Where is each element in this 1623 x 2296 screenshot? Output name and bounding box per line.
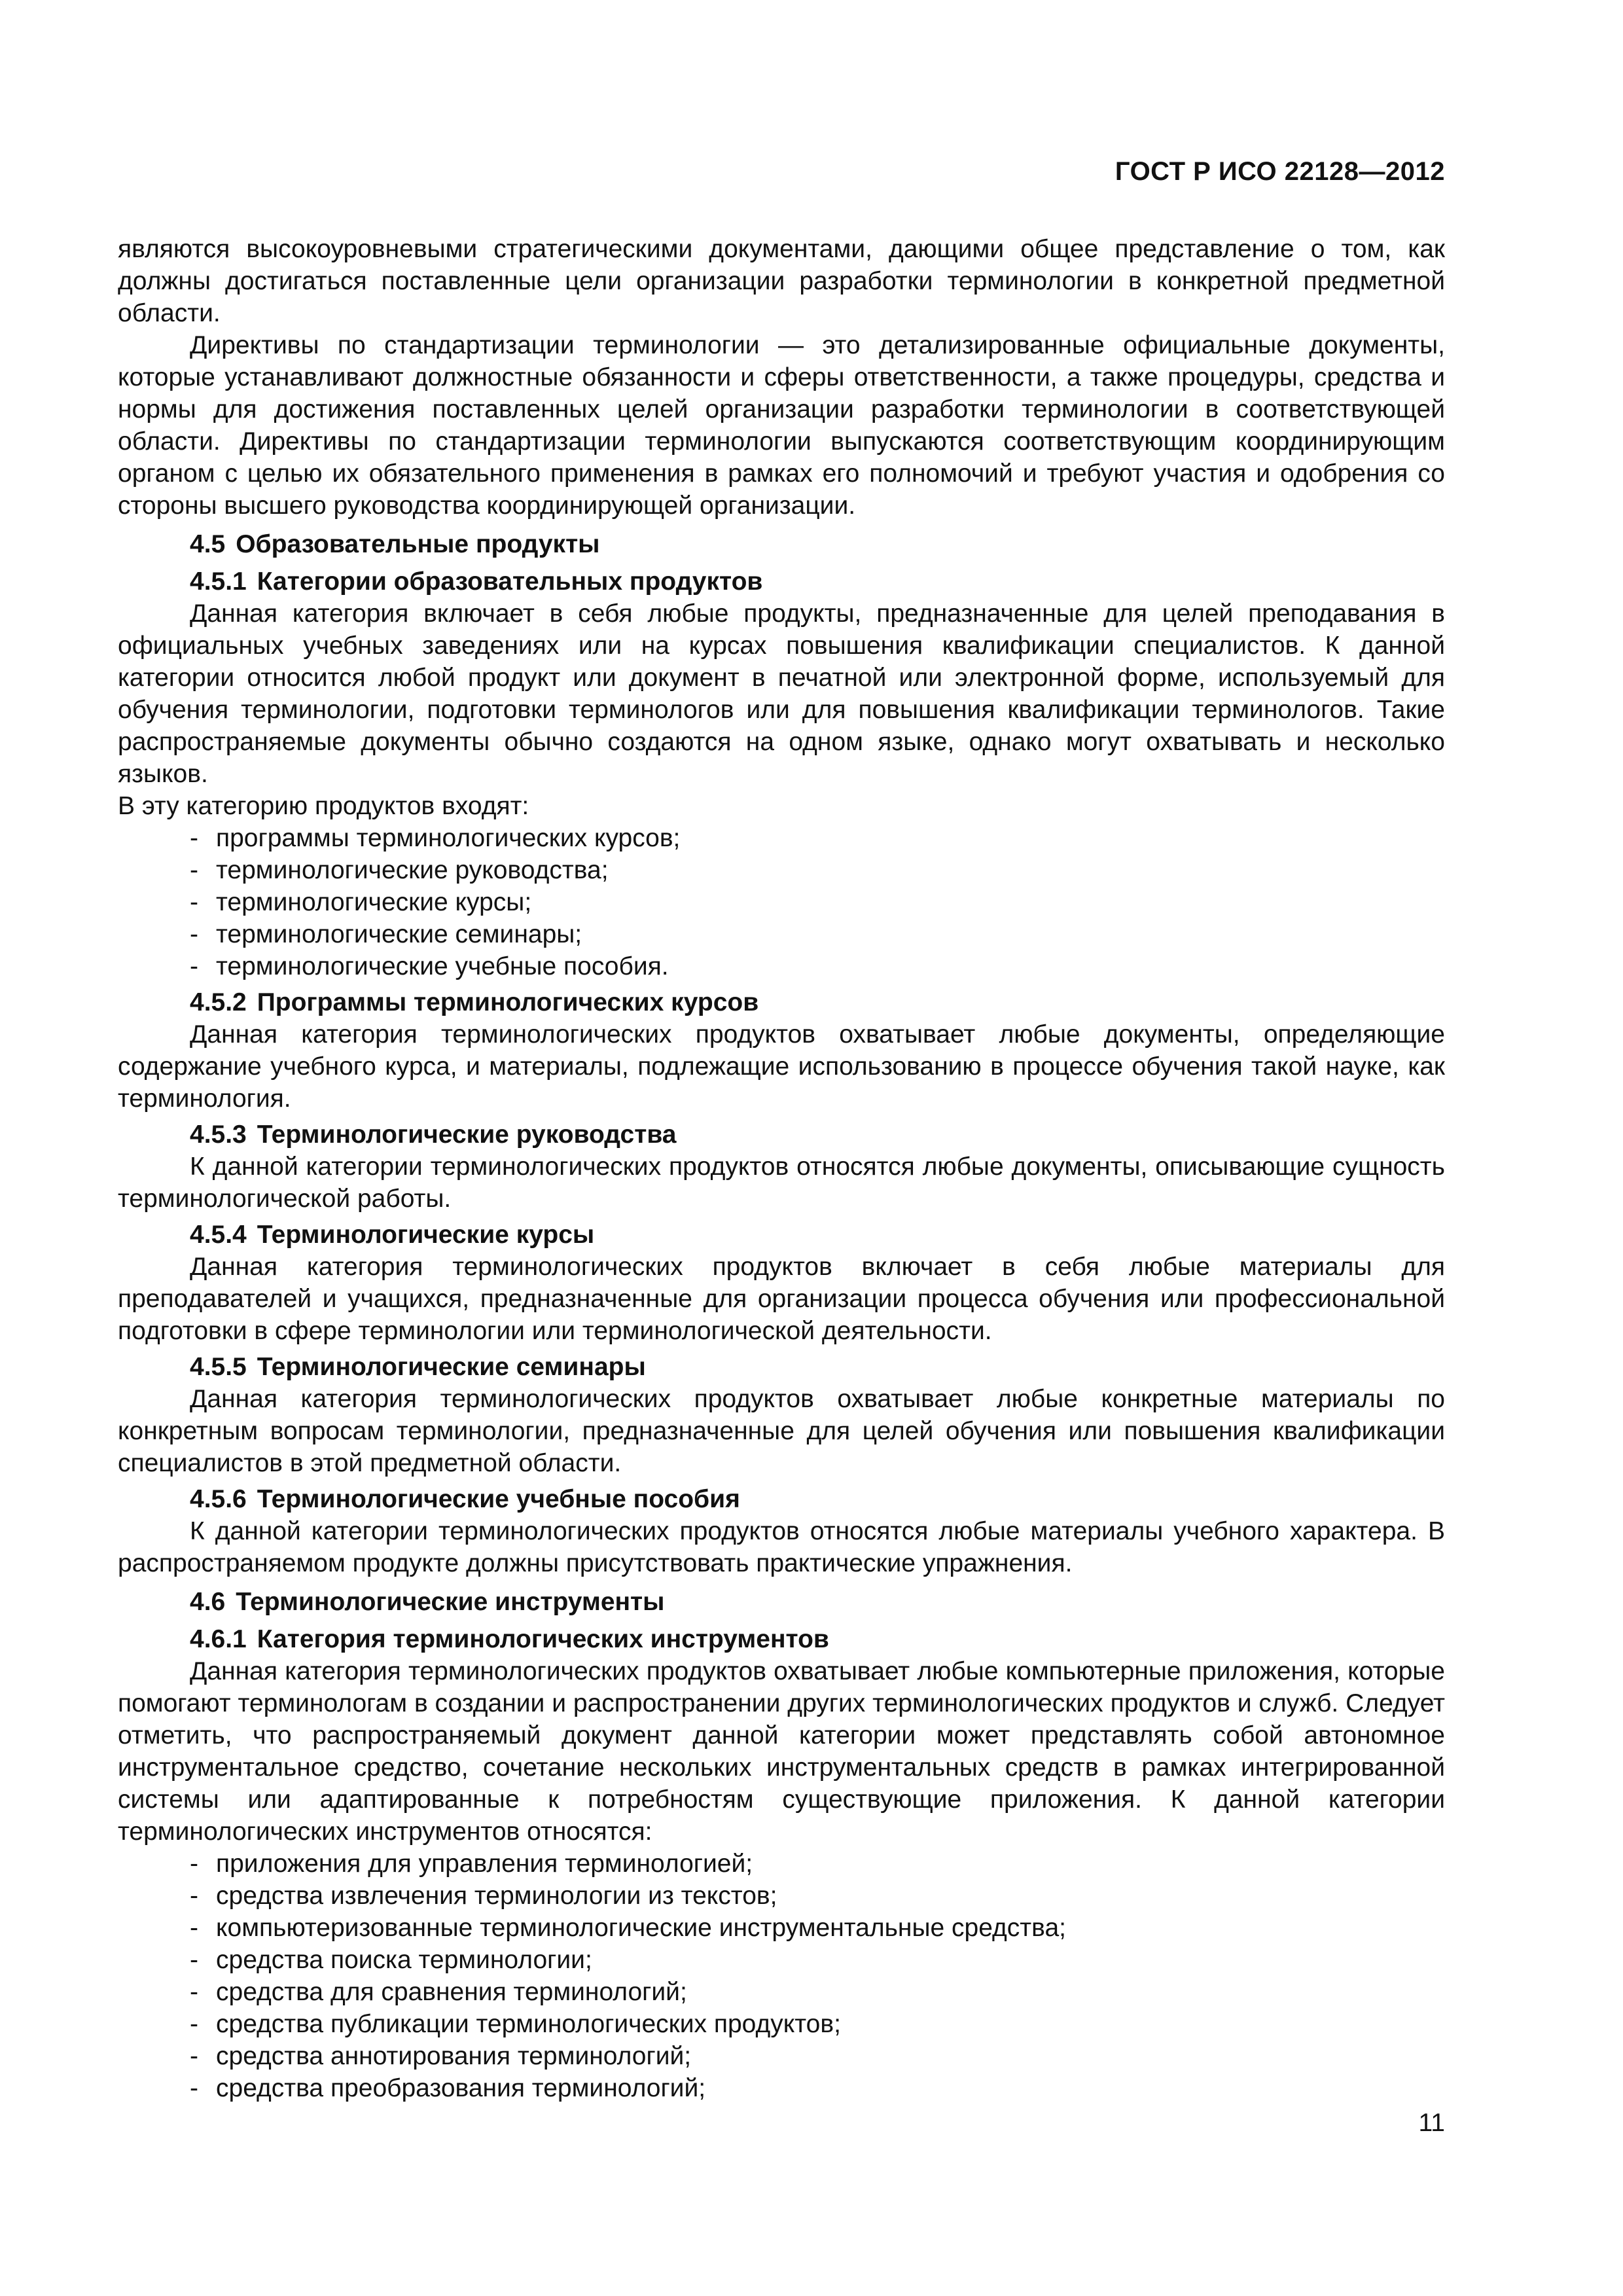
section-title: Категории образовательных продуктов bbox=[257, 567, 763, 596]
document-body bbox=[118, 233, 1445, 2104]
subsection-heading-4-5-2 bbox=[190, 986, 1445, 1018]
section-heading-4-5 bbox=[190, 528, 1445, 560]
subsection-heading-4-5-5 bbox=[190, 1351, 1445, 1383]
paragraph-4-5-2: Данная категория терминологических продуктов охватывает любые документы, определяющие содержание учебного курса, и материалы, подлежащие использованию в процессе обучения такой науке, как терминология. bbox=[118, 1020, 1445, 1113]
list-item: - программы терминологических курсов; bbox=[190, 822, 1445, 854]
paragraph-4-5-6: К данной категории терминологических продуктов относятся любые материалы учебного характера. В распространяемом продукте должны присутствовать практические упражнения. bbox=[118, 1517, 1445, 1577]
section-title: Терминологические руководства bbox=[257, 1121, 677, 1149]
list-item: - терминологические семинары; bbox=[190, 918, 1445, 950]
paragraph-intro: являются высокоуровневыми стратегическими документами, дающими общее представление о том, как должны достигаться поставленные цели организации разработки терминологии в конкретной предметной области. bbox=[118, 235, 1445, 327]
section-number: 4.5.4 bbox=[190, 1221, 247, 1249]
section-number: 4.6 bbox=[190, 1588, 226, 1616]
list-4-5-1 bbox=[118, 822, 1445, 982]
section-number: 4.5 bbox=[190, 530, 226, 558]
list-item: - средства публикации терминологических продуктов; bbox=[190, 2008, 1445, 2040]
subsection-heading-4-5-6 bbox=[190, 1483, 1445, 1515]
list-item: - средства аннотирования терминологий; bbox=[190, 2040, 1445, 2072]
paragraph-4-5-3: К данной категории терминологических продуктов относятся любые документы, описывающие сущность терминологической работы. bbox=[118, 1153, 1445, 1213]
section-title: Терминологические курсы bbox=[257, 1221, 595, 1249]
list-4-6-1 bbox=[118, 1848, 1445, 2104]
subsection-heading-4-5-4 bbox=[190, 1219, 1445, 1251]
list-item: - терминологические курсы; bbox=[190, 886, 1445, 918]
list-item: - компьютеризованные терминологические инструментальные средства; bbox=[190, 1912, 1445, 1944]
section-number: 4.5.1 bbox=[190, 567, 247, 596]
list-lead-4-5-1: В эту категорию продуктов входят: bbox=[118, 792, 529, 820]
section-number: 4.5.5 bbox=[190, 1353, 247, 1381]
section-title: Терминологические семинары bbox=[257, 1353, 646, 1381]
section-title: Терминологические учебные пособия bbox=[257, 1485, 740, 1513]
section-heading-4-6 bbox=[190, 1586, 1445, 1618]
section-title: Терминологические инструменты bbox=[236, 1588, 665, 1616]
section-number: 4.5.6 bbox=[190, 1485, 247, 1513]
paragraph-4-5-4: Данная категория терминологических продуктов включает в себя любые материалы для преподавателей и учащихся, предназначенные для организации процесса обучения или профессиональной подготовки в сфере терминологии или терминологической деятельности. bbox=[118, 1253, 1445, 1345]
list-item: - приложения для управления терминологией; bbox=[190, 1848, 1445, 1880]
list-item: - средства для сравнения терминологий; bbox=[190, 1976, 1445, 2008]
section-number: 4.5.2 bbox=[190, 988, 247, 1016]
list-item: - средства поиска терминологии; bbox=[190, 1944, 1445, 1976]
section-number: 4.6.1 bbox=[190, 1625, 247, 1653]
paragraph-directives: Директивы по стандартизации терминологии — это детализированные официальные документы, которые устанавливают должностные обязанности и сферы ответственности, а также процедуры, средства и нормы для достижения поставленных целей организации разработки терминологии в соответствующей области. Директивы по стандартизации терминологии выпускаются соответствующим координирующим органом с целью их обязательного применения в рамках его полномочий и требуют участия и одобрения со стороны высшего руководства координирующей организации. bbox=[118, 331, 1445, 520]
section-number: 4.5.3 bbox=[190, 1121, 247, 1149]
list-item: - средства извлечения терминологии из текстов; bbox=[190, 1880, 1445, 1912]
page-number: 11 bbox=[1418, 2109, 1445, 2137]
section-title: Категория терминологических инструментов bbox=[257, 1625, 829, 1653]
list-item: - терминологические учебные пособия. bbox=[190, 950, 1445, 982]
paragraph-4-5-5: Данная категория терминологических продуктов охватывает любые конкретные материалы по конкретным вопросам терминологии, предназначенные для целей обучения или повышения квалификации специалистов в этой предметной области. bbox=[118, 1385, 1445, 1477]
list-item: - средства преобразования терминологий; bbox=[190, 2072, 1445, 2104]
section-title: Программы терминологических курсов bbox=[257, 988, 759, 1016]
subsection-heading-4-5-1 bbox=[190, 565, 1445, 598]
list-item: - терминологические руководства; bbox=[190, 854, 1445, 886]
subsection-heading-4-5-3 bbox=[190, 1119, 1445, 1151]
document-header: ГОСТ Р ИСО 22128—2012 bbox=[1115, 157, 1445, 186]
paragraph-4-5-1: Данная категория включает в себя любые продукты, предназначенные для целей преподавания в официальных учебных заведениях или на курсах повышения квалификации специалистов. К данной категории относится любой продукт или документ в печатной или электронной форме, используемый для обучения терминологии, подготовки терминологов или для повышения квалификации терминологов. Такие распространяемые документы обычно создаются на одном языке, однако могут охватывать и несколько языков. bbox=[118, 600, 1445, 788]
subsection-heading-4-6-1 bbox=[190, 1623, 1445, 1655]
section-title: Образовательные продукты bbox=[236, 530, 600, 558]
paragraph-4-6-1: Данная категория терминологических продуктов охватывает любые компьютерные приложения, которые помогают терминологам в создании и распространении других терминологических продуктов и служб. Следует отметить, что распространяемый документ данной категории может представлять собой автономное инструментальное средство, сочетание нескольких инструментальных средств в рамках интегрированной системы или адаптированные к потребностям существующие приложения. К данной категории терминологических инструментов относятся: bbox=[118, 1657, 1445, 1846]
